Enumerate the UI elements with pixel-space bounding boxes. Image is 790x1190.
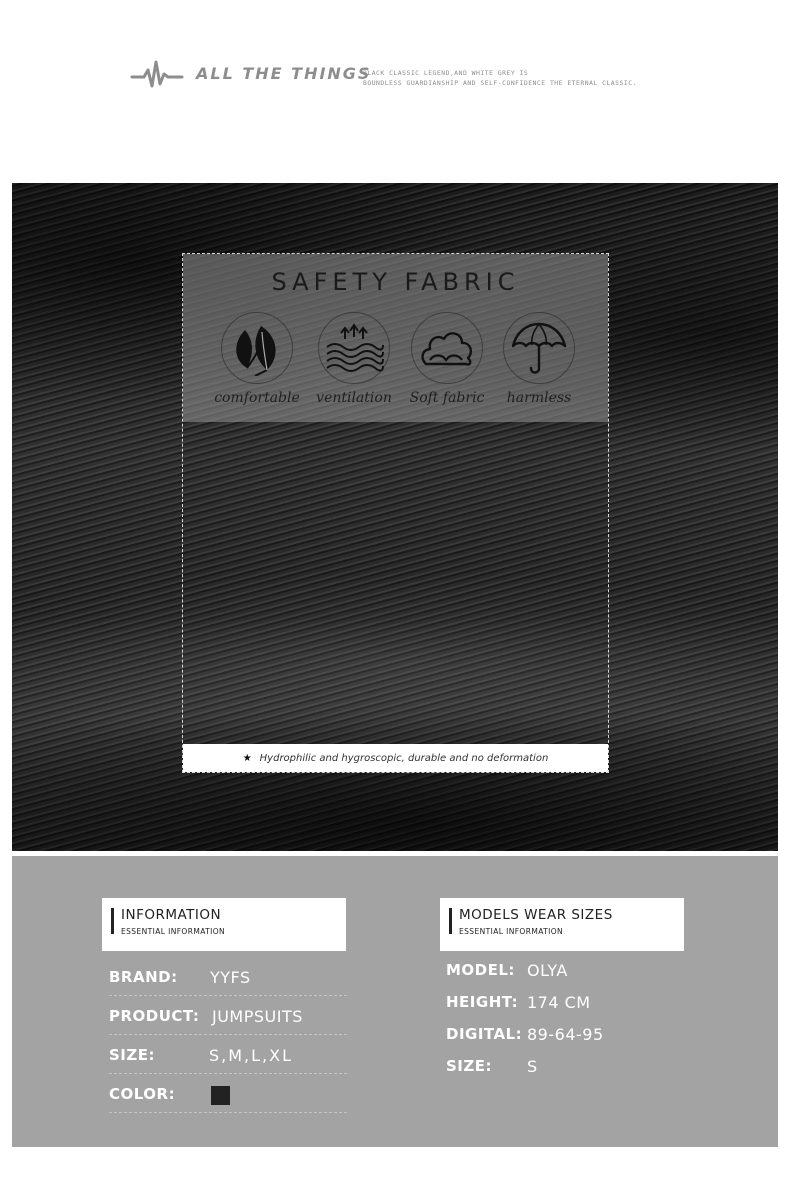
feature-label: comfortable <box>214 390 300 406</box>
tagline <box>363 68 637 88</box>
fabric-caption-bar <box>183 744 608 772</box>
umbrella-icon <box>503 312 575 384</box>
model-heading-box <box>440 898 684 951</box>
model-value: OLYA <box>527 961 568 980</box>
info-value: S,M,L,XL <box>209 1046 294 1065</box>
tagline-line-1: BLACK CLASSIC LEGEND,AND WHITE GREY IS <box>363 69 529 77</box>
feature-label: Soft fabric <box>409 390 485 406</box>
tagline-line-2: BOUNDLESS GUARDIANSHIP AND SELF-CONFIDENCE THE ETERNAL CLASSIC. <box>363 79 637 87</box>
feature-label: ventilation <box>316 390 392 406</box>
star-icon: ★ <box>242 752 252 764</box>
row-divider <box>109 1112 347 1113</box>
model-key: SIZE: <box>446 1057 493 1075</box>
model-heading: MODELS WEAR SIZES <box>459 907 613 923</box>
heartbeat-pulse-icon <box>130 58 184 94</box>
information-heading: INFORMATION <box>121 907 222 923</box>
heading-accent-bar <box>449 908 452 934</box>
feature-ventilation <box>306 312 402 406</box>
color-swatch <box>211 1086 230 1105</box>
info-key: BRAND: <box>109 968 178 986</box>
information-heading-box <box>102 898 346 951</box>
heading-accent-bar <box>111 908 114 934</box>
model-key: DIGITAL: <box>446 1025 523 1043</box>
feature-soft-fabric <box>399 312 495 406</box>
model-value: 89-64-95 <box>527 1025 604 1044</box>
row-divider <box>109 1073 347 1074</box>
info-key: PRODUCT: <box>109 1007 200 1025</box>
leaf-icon <box>221 312 293 384</box>
model-subheading: ESSENTIAL INFORMATION <box>459 927 564 936</box>
info-value: JUMPSUITS <box>212 1007 303 1026</box>
page-header <box>130 58 690 94</box>
cloud-icon <box>411 312 483 384</box>
info-value: YYFS <box>210 968 251 987</box>
feature-label: harmless <box>506 390 572 406</box>
brand-title: ALL THE THINGS <box>196 64 372 83</box>
row-divider <box>109 995 347 996</box>
safety-fabric-title: SAFETY FABRIC <box>271 268 520 296</box>
row-divider <box>109 1034 347 1035</box>
model-value: 174 CM <box>527 993 591 1012</box>
model-key: HEIGHT: <box>446 993 519 1011</box>
model-key: MODEL: <box>446 961 515 979</box>
fabric-caption: Hydrophilic and hygroscopic, durable and no deformation <box>259 752 549 764</box>
info-key: COLOR: <box>109 1085 176 1103</box>
info-key: SIZE: <box>109 1046 156 1064</box>
feature-harmless <box>491 312 587 406</box>
model-value: S <box>527 1057 538 1076</box>
feature-comfortable <box>209 312 305 406</box>
information-subheading: ESSENTIAL INFORMATION <box>121 927 226 936</box>
waves-icon <box>318 312 390 384</box>
